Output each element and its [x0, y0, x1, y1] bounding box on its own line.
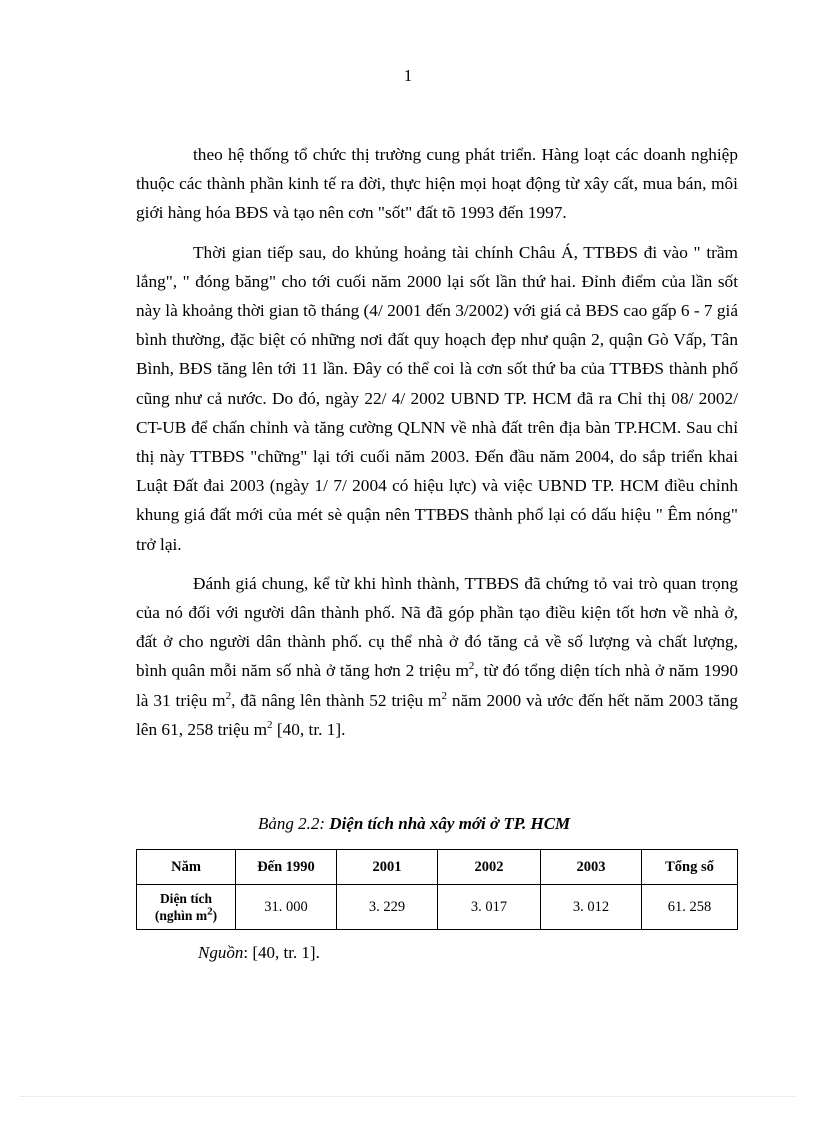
table-cell: 31. 000 — [236, 885, 337, 930]
paragraph-text: [40, tr. 1]. — [272, 719, 346, 739]
source-label: Nguồn — [198, 943, 244, 962]
paragraph-text: , đã nâng lên thành 52 triệu m — [231, 690, 442, 710]
table-caption-lead: Bảng 2.2: — [258, 814, 330, 833]
superscript: 2 — [267, 719, 273, 732]
superscript: 2 — [441, 689, 447, 702]
row-label-end: ) — [212, 908, 218, 923]
table-row — [137, 885, 738, 930]
header-cell: 2002 — [438, 850, 541, 885]
paragraph-text: Thời gian tiếp sau, do khủng hoảng tài chính Châu Á, TTBĐS đi vào " trầm lắng", " đóng băng" cho tới cuối năm 2000 lại sốt lần thứ hai. Đỉnh điểm của lần sốt này là khoảng thời gian tõ tháng (4/ 2001 đến 3/2002) với giá cả BĐS cao gấp 6 - 7 giá bình thường, đặc biệt có những nơi đất quy hoạch đẹp như quận 2, quận Gò Vấp, Tân Bình, BĐS tăng lên tới 11 lần. Đây có thể coi là cơn sốt thứ ba của TTBĐS thành phố cũng như cả nước. Do đó, ngày 22/ 4/ 2002 UBND TP. HCM đã ra Chỉ thị 08/ 2002/ CT-UB để chấn chỉnh và tăng cường QLNN về nhà đất trên địa bàn TP.HCM. Sau chỉ thị này TTBĐS "chững" lại tới cuối năm 2003. Đến đầu năm 2004, do sắp triển khai Luật Đất đai 2003 (ngày 1/ 7/ 2004 có hiệu lực) và việc UBND TP. HCM điều chỉnh khung giá đất mới của mét sè quận nên TTBĐS thành phố lại có dấu hiệu " Êm nóng" trở lại. — [136, 242, 738, 554]
superscript: 2 — [207, 905, 213, 918]
table-header-row — [137, 850, 738, 885]
header-cell: Đến 1990 — [236, 850, 337, 885]
body-text — [136, 140, 738, 754]
data-table — [136, 849, 738, 930]
table-cell: 3. 229 — [337, 885, 438, 930]
header-cell-year: Năm — [137, 850, 236, 885]
paragraph-3 — [136, 569, 738, 744]
row-label-cell — [137, 885, 236, 930]
table-caption — [0, 814, 816, 834]
superscript: 2 — [468, 660, 475, 673]
page-number: 1 — [403, 66, 413, 85]
superscript: 2 — [225, 689, 232, 702]
source-note — [198, 943, 320, 963]
header-cell: 2003 — [541, 850, 642, 885]
header-cell: Tổng số — [642, 850, 738, 885]
header-cell: 2001 — [337, 850, 438, 885]
table-caption-title: Diện tích nhà xây mới ở TP. HCM — [329, 814, 571, 833]
source-text: : [40, tr. 1]. — [243, 943, 320, 962]
paragraph-text: , từ đó tổng diện tích nhà ở năm 1990 là 31 triệu m — [136, 661, 739, 710]
table-cell: 61. 258 — [642, 885, 738, 930]
paragraph-text: theo hệ thống tổ chức thị trường cung phát triển. Hàng loạt các doanh nghiệp thuộc các thành phần kinh tế ra đời, thực hiện mọi hoạt động từ xây cất, mua bán, môi giới hàng hóa BĐS và tạo nên cơn "sốt" đất tõ 1993 đến 1997. — [136, 145, 738, 223]
paragraph-text: Đánh giá chung, kể từ khi hình thành, TTBĐS đã chứng tỏ vai trò quan trọng của nó đối với người dân thành phố. Nã đã góp phần tạo điều kiện tốt hơn về nhà ở, đất ở cho người dân thành phố. cụ thể nhà ở đó tăng cả về số lượng và chất lượng, bình quân mỗi năm số nhà ở tăng hơn 2 triệu m — [136, 573, 738, 681]
paragraph-2 — [136, 238, 738, 559]
paragraph-1 — [136, 140, 738, 228]
table-cell: 3. 017 — [438, 885, 541, 930]
paragraph-text: năm 2000 và ước đến hết năm 2003 tăng lên 61, 258 triệu m — [136, 690, 738, 739]
row-label-line2: (nghìn m — [154, 908, 208, 923]
row-label-line1: Diện tích — [159, 891, 213, 906]
table-cell: 3. 012 — [541, 885, 642, 930]
page-divider — [20, 1096, 796, 1097]
